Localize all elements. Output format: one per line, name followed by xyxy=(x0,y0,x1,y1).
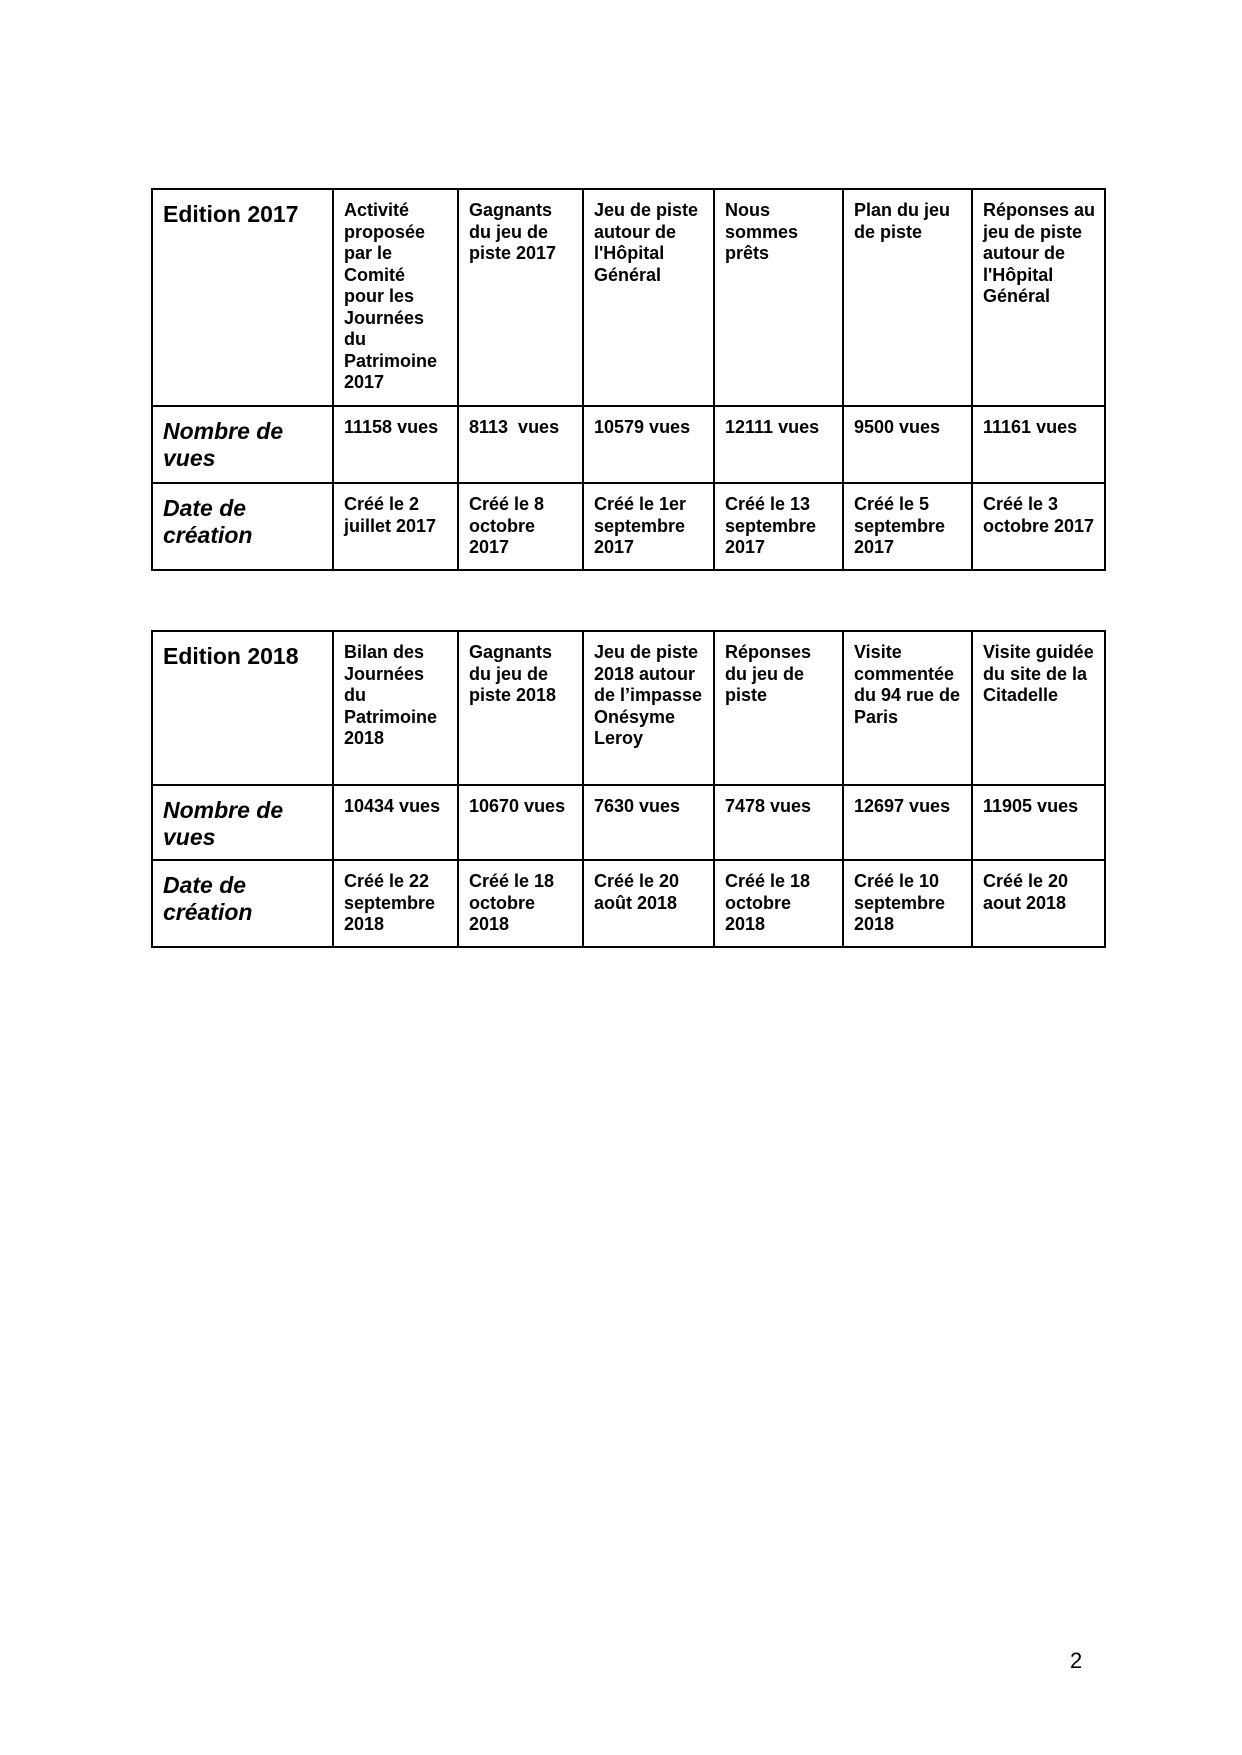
views-label: Nombre de vues xyxy=(152,406,333,483)
view-count: 11161 vues xyxy=(972,406,1105,483)
views-label: Nombre de vues xyxy=(152,785,333,860)
view-count: 11158 vues xyxy=(333,406,458,483)
creation-date: Créé le 10 septembre 2018 xyxy=(843,860,972,947)
video-title: Réponses du jeu de piste xyxy=(714,631,843,785)
date-label: Date de création xyxy=(152,483,333,570)
creation-date: Créé le 8 octobre 2017 xyxy=(458,483,583,570)
creation-date: Créé le 20 août 2018 xyxy=(583,860,714,947)
view-count: 12697 vues xyxy=(843,785,972,860)
video-title: Visite commentée du 94 rue de Paris xyxy=(843,631,972,785)
creation-date: Créé le 5 septembre 2017 xyxy=(843,483,972,570)
creation-date: Créé le 2 juillet 2017 xyxy=(333,483,458,570)
video-title: Plan du jeu de piste xyxy=(843,189,972,406)
video-title: Activité proposée par le Comité pour les Journées du Patrimoine 2017 xyxy=(333,189,458,406)
table-row xyxy=(152,406,1105,483)
creation-date: Créé le 18 octobre 2018 xyxy=(458,860,583,947)
video-title: Jeu de piste autour de l'Hôpital Général xyxy=(583,189,714,406)
edition-label: Edition 2017 xyxy=(152,189,333,406)
creation-date: Créé le 22 septembre 2018 xyxy=(333,860,458,947)
view-count: 7630 vues xyxy=(583,785,714,860)
creation-date: Créé le 13 septembre 2017 xyxy=(714,483,843,570)
video-title: Gagnants du jeu de piste 2018 xyxy=(458,631,583,785)
video-title: Gagnants du jeu de piste 2017 xyxy=(458,189,583,406)
table-edition-2018 xyxy=(151,630,1106,948)
view-count: 10579 vues xyxy=(583,406,714,483)
view-count: 8113 vues xyxy=(458,406,583,483)
video-title: Réponses au jeu de piste autour de l'Hôpital Général xyxy=(972,189,1105,406)
table-row xyxy=(152,631,1105,785)
view-count: 7478 vues xyxy=(714,785,843,860)
table-edition-2017 xyxy=(151,188,1106,571)
date-label: Date de création xyxy=(152,860,333,947)
view-count: 10670 vues xyxy=(458,785,583,860)
creation-date: Créé le 18 octobre 2018 xyxy=(714,860,843,947)
view-count: 9500 vues xyxy=(843,406,972,483)
table-row xyxy=(152,860,1105,947)
video-title: Nous sommes prêts xyxy=(714,189,843,406)
video-title: Visite guidée du site de la Citadelle xyxy=(972,631,1105,785)
table-row xyxy=(152,189,1105,406)
view-count: 11905 vues xyxy=(972,785,1105,860)
video-title: Bilan des Journées du Patrimoine 2018 xyxy=(333,631,458,785)
page-number: 2 xyxy=(1070,1648,1083,1673)
edition-label: Edition 2018 xyxy=(152,631,333,785)
view-count: 12111 vues xyxy=(714,406,843,483)
table-row xyxy=(152,483,1105,570)
creation-date: Créé le 1er septembre 2017 xyxy=(583,483,714,570)
creation-date: Créé le 3 octobre 2017 xyxy=(972,483,1105,570)
creation-date: Créé le 20 aout 2018 xyxy=(972,860,1105,947)
view-count: 10434 vues xyxy=(333,785,458,860)
table-row xyxy=(152,785,1105,860)
video-title: Jeu de piste 2018 autour de l’impasse Onésyme Leroy xyxy=(583,631,714,785)
